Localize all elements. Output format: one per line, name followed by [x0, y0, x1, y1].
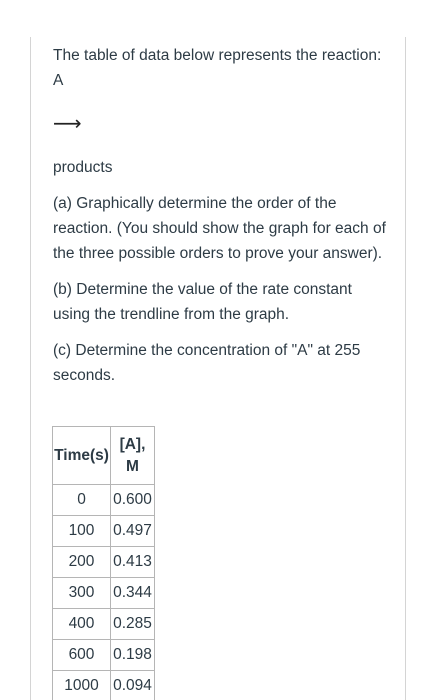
question-part-c: (c) Determine the concentration of "A" at 255 seconds. [53, 342, 361, 384]
time-cell: 200 [53, 547, 111, 578]
question-part-b: (b) Determine the value of the rate constant using the trendline from the graph. [53, 281, 352, 323]
table-header-concentration: [A], M [111, 427, 155, 485]
time-cell: 300 [53, 578, 111, 609]
data-table [52, 426, 155, 700]
table-row [53, 485, 155, 516]
table-row [53, 516, 155, 547]
table-row [53, 578, 155, 609]
reaction-products: products [53, 159, 113, 176]
question-part-a: (a) Graphically determine the order of the reaction. (You should show the graph for each of the three possible orders to prove your answer). [53, 195, 386, 262]
concentration-cell: 0.497 [111, 516, 155, 547]
concentration-cell: 0.413 [111, 547, 155, 578]
table-row [53, 547, 155, 578]
table-row [53, 671, 155, 700]
time-cell: 0 [53, 485, 111, 516]
question-intro: The table of data below represents the reaction: A [53, 47, 382, 89]
concentration-cell: 0.344 [111, 578, 155, 609]
table-row [53, 640, 155, 671]
concentration-cell: 0.198 [111, 640, 155, 671]
table-row [53, 609, 155, 640]
time-cell: 400 [53, 609, 111, 640]
concentration-cell: 0.094 [111, 671, 155, 700]
table-header-row [53, 427, 155, 485]
reaction-arrow-icon: ⟶ [53, 113, 82, 135]
table-header-time: Time(s) [53, 427, 111, 485]
time-cell: 1000 [53, 671, 111, 700]
time-cell: 600 [53, 640, 111, 671]
question-card [30, 37, 406, 700]
concentration-cell: 0.285 [111, 609, 155, 640]
time-cell: 100 [53, 516, 111, 547]
concentration-cell: 0.600 [111, 485, 155, 516]
question-body [53, 43, 393, 388]
